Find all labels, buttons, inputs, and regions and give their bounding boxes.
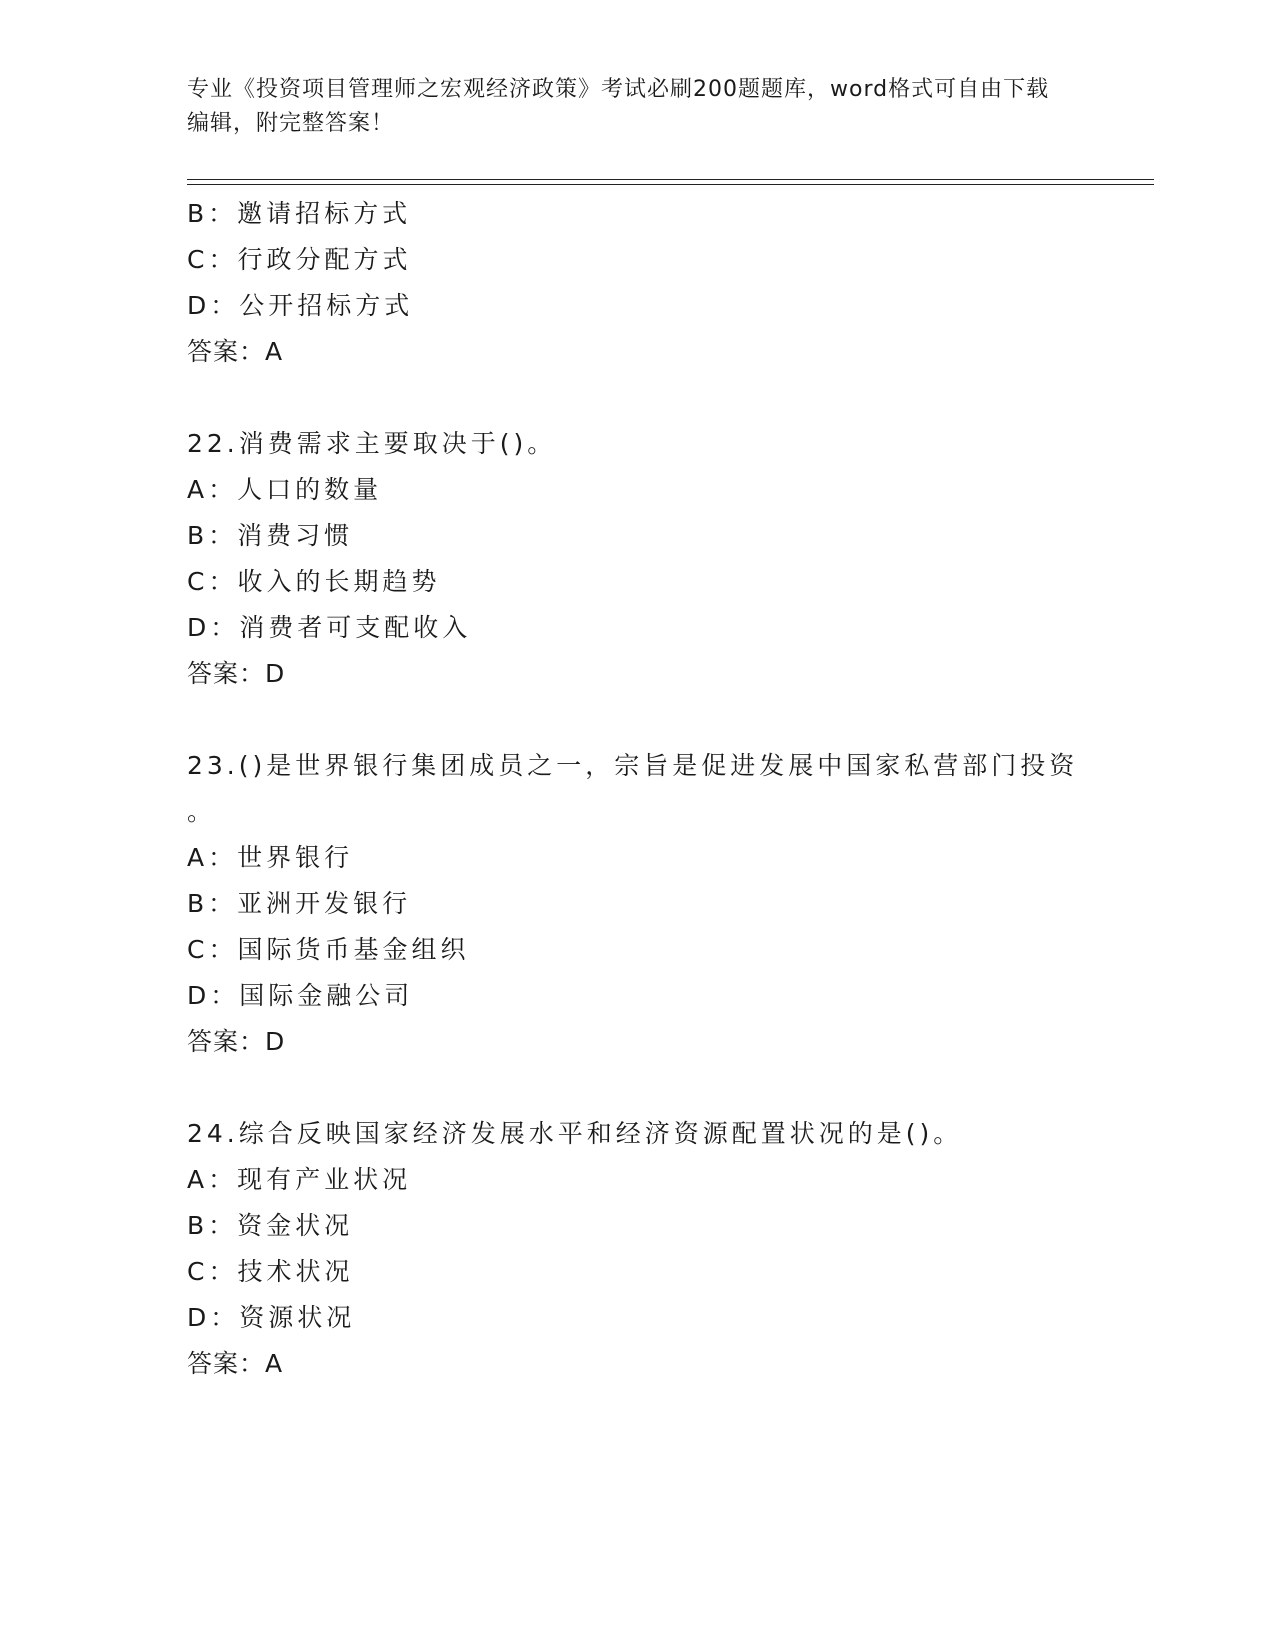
option-a: A：现有产业状况	[187, 1165, 412, 1194]
option-a: A：人口的数量	[187, 475, 383, 504]
option-c: C：技术状况	[187, 1257, 354, 1286]
question-list	[187, 191, 1087, 1387]
answer-line: 答案：A	[187, 337, 284, 366]
question-text: 22.消费需求主要取决于()。	[187, 429, 557, 458]
answer-line: 答案：D	[187, 659, 286, 688]
question-21-tail	[187, 191, 1087, 375]
option-a: A：世界银行	[187, 843, 354, 872]
option-d: D：资源状况	[187, 1303, 356, 1332]
option-b: B：亚洲开发银行	[187, 889, 412, 918]
question-text: 24.综合反映国家经济发展水平和经济资源配置状况的是()。	[187, 1119, 963, 1148]
header-divider-top	[187, 179, 1154, 180]
option-b: B：邀请招标方式	[187, 199, 412, 228]
question-23	[187, 743, 1087, 1065]
answer-line: 答案：D	[187, 1027, 286, 1056]
answer-line: 答案：A	[187, 1349, 284, 1378]
option-d: D：消费者可支配收入	[187, 613, 472, 642]
question-24	[187, 1111, 1087, 1387]
option-d: D：公开招标方式	[187, 291, 414, 320]
question-text: 23.()是世界银行集团成员之一，宗旨是促进发展中国家私营部门投资	[187, 751, 1079, 780]
header-divider-bottom	[187, 184, 1154, 185]
option-c: C：国际货币基金组织	[187, 935, 470, 964]
option-b: B：资金状况	[187, 1211, 354, 1240]
option-c: C：收入的长期趋势	[187, 567, 441, 596]
question-text-continuation: 。	[187, 797, 217, 826]
option-d: D：国际金融公司	[187, 981, 414, 1010]
document-intro: 专业《投资项目管理师之宏观经济政策》考试必刷200题题库，word格式可自由下载编辑，附完整答案！	[187, 77, 1050, 136]
option-c: C：行政分配方式	[187, 245, 412, 274]
option-b: B：消费习惯	[187, 521, 354, 550]
question-22	[187, 421, 1087, 697]
